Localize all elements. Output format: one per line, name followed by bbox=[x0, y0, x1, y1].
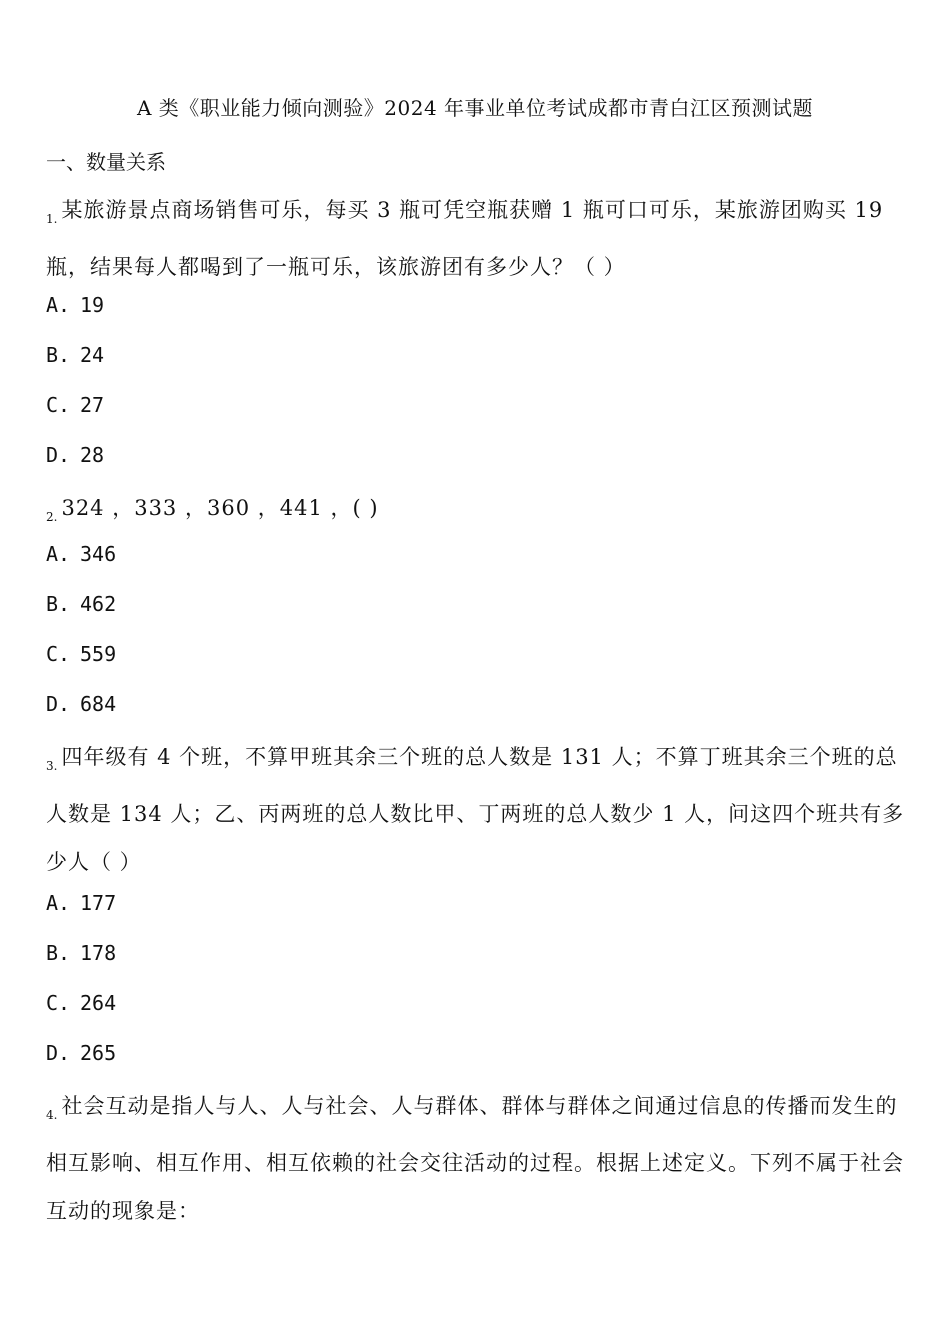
option-value: 462 bbox=[80, 592, 117, 616]
option-1d bbox=[46, 441, 104, 469]
option-letter: C. bbox=[46, 991, 71, 1015]
option-letter: A. bbox=[46, 891, 71, 915]
option-3c bbox=[46, 989, 116, 1017]
option-1a bbox=[46, 291, 104, 319]
question-text: 四年级有 4 个班，不算甲班其余三个班的总人数是 131 人；不算丁班其余三个班的总人数是 134 人；乙、丙两班的总人数比甲、丁两班的总人数少 1 人，问这四个班共有多少人（ ） bbox=[46, 745, 905, 874]
option-value: 559 bbox=[80, 642, 117, 666]
question-2 bbox=[46, 484, 916, 541]
option-value: 265 bbox=[80, 1041, 117, 1065]
question-text: 324 ，333 ，360 ，441 ，( ) bbox=[61, 496, 379, 520]
option-2d bbox=[46, 690, 116, 718]
option-letter: C. bbox=[46, 642, 71, 666]
question-3 bbox=[46, 733, 916, 886]
option-letter: B. bbox=[46, 343, 71, 367]
question-number: 1. bbox=[46, 212, 58, 226]
option-value: 684 bbox=[80, 692, 117, 716]
option-letter: B. bbox=[46, 941, 71, 965]
option-letter: D. bbox=[46, 692, 71, 716]
option-3b bbox=[46, 939, 116, 967]
option-letter: A. bbox=[46, 542, 71, 566]
option-letter: C. bbox=[46, 393, 71, 417]
question-text: 某旅游景点商场销售可乐，每买 3 瓶可凭空瓶获赠 1 瓶可口可乐，某旅游团购买 19 瓶，结果每人都喝到了一瓶可乐，该旅游团有多少人？（ ） bbox=[46, 198, 884, 279]
question-4 bbox=[46, 1082, 916, 1235]
option-letter: D. bbox=[46, 1041, 71, 1065]
option-2c bbox=[46, 640, 116, 668]
option-letter: B. bbox=[46, 592, 71, 616]
option-1b bbox=[46, 341, 104, 369]
option-letter: A. bbox=[46, 293, 71, 317]
option-2b bbox=[46, 590, 116, 618]
option-3a bbox=[46, 889, 116, 917]
option-value: 24 bbox=[80, 343, 105, 367]
option-value: 178 bbox=[80, 941, 117, 965]
question-text: 社会互动是指人与人、人与社会、人与群体、群体与群体之间通过信息的传播而发生的相互影响、相互作用、相互依赖的社会交往活动的过程。根据上述定义。下列不属于社会互动的现象是： bbox=[46, 1094, 904, 1223]
question-number: 4. bbox=[46, 1108, 58, 1122]
question-number: 2. bbox=[46, 510, 58, 524]
option-value: 346 bbox=[80, 542, 117, 566]
option-3d bbox=[46, 1039, 116, 1067]
document-title: A 类《职业能力倾向测验》2024 年事业单位考试成都市青白江区预测试题 bbox=[136, 96, 814, 120]
option-value: 264 bbox=[80, 991, 117, 1015]
question-number: 3. bbox=[46, 759, 58, 773]
option-value: 28 bbox=[80, 443, 105, 467]
option-value: 177 bbox=[80, 891, 117, 915]
section-heading: 一、数量关系 bbox=[46, 150, 166, 174]
option-value: 19 bbox=[80, 293, 105, 317]
option-value: 27 bbox=[80, 393, 105, 417]
option-1c bbox=[46, 391, 104, 419]
option-letter: D. bbox=[46, 443, 71, 467]
question-1 bbox=[46, 186, 916, 291]
option-2a bbox=[46, 540, 116, 568]
